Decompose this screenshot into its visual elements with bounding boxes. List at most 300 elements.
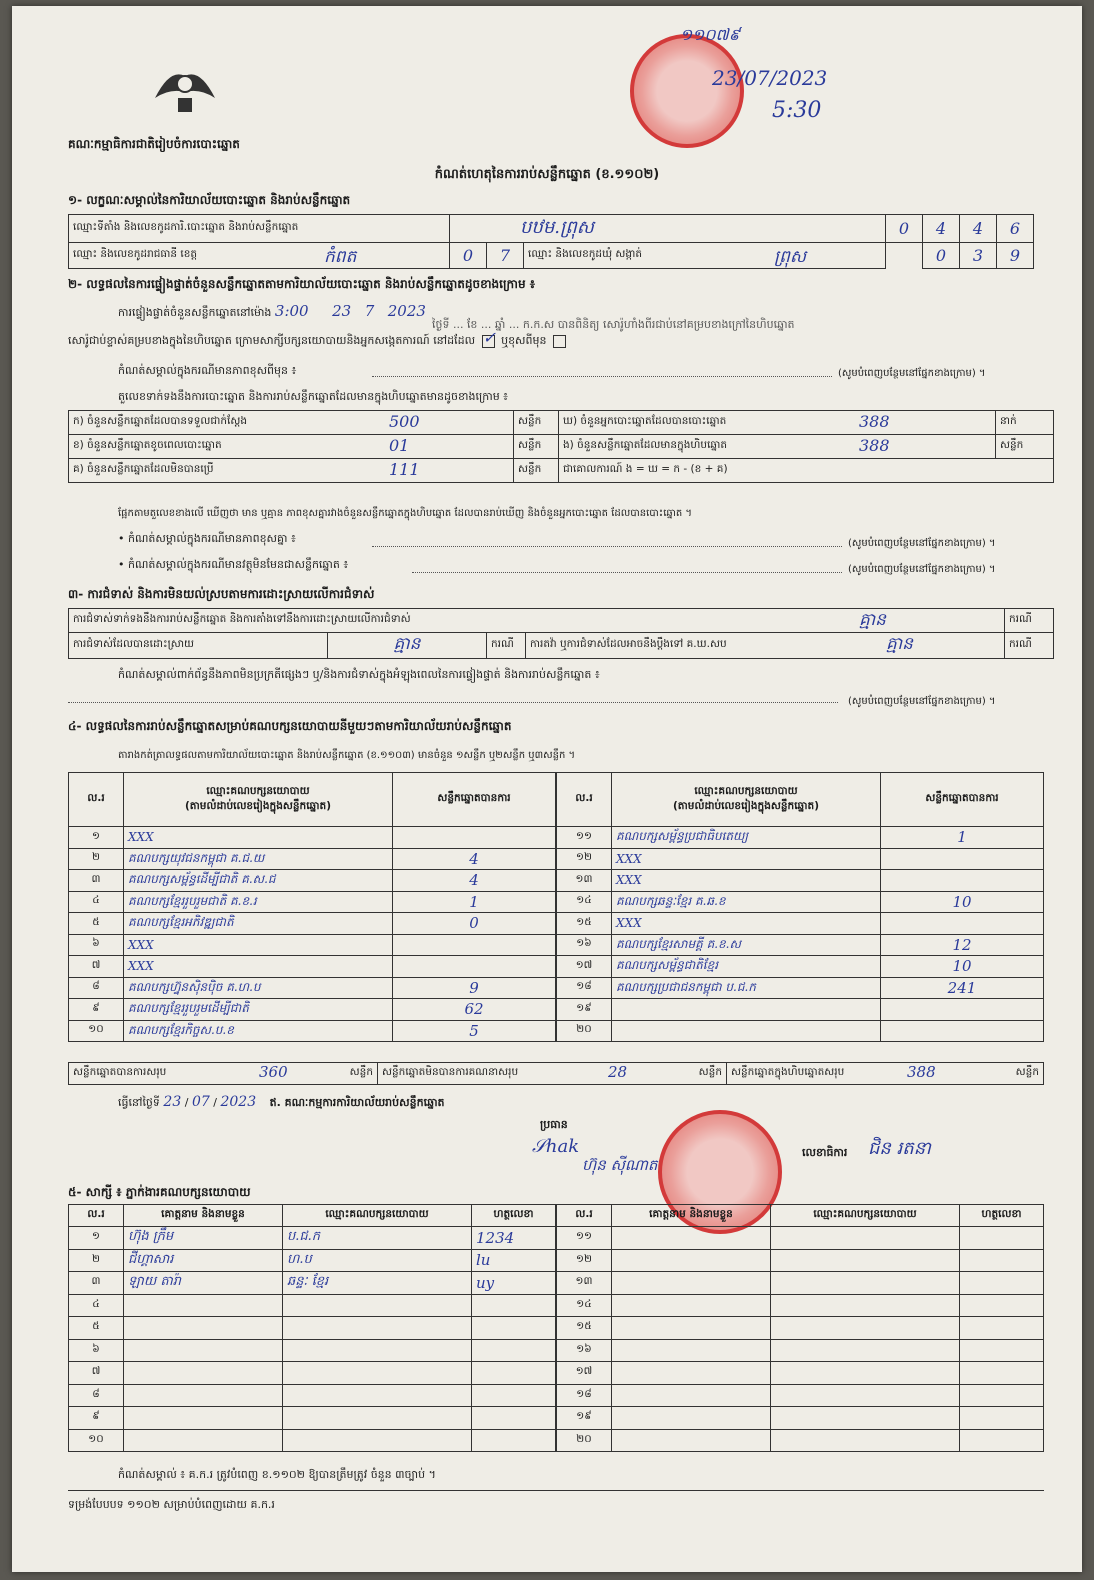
table-row <box>557 956 1044 978</box>
s2-time: 3:00 <box>274 302 309 320</box>
row-number: ១០ <box>69 1429 124 1452</box>
row-number: ៥ <box>69 913 124 935</box>
witness-signature <box>960 1407 1044 1430</box>
s4-col-votes: សន្លឹកឆ្នោតបានការ <box>393 773 556 827</box>
witness-signature <box>960 1339 1044 1362</box>
s2-day: 23 <box>332 302 352 320</box>
s2-year: 2023 <box>387 302 426 320</box>
s4-date-year: 2023 <box>220 1094 257 1110</box>
table-row <box>69 1384 556 1407</box>
s4-totals-table <box>68 1062 1044 1085</box>
witness-signature <box>960 1429 1044 1452</box>
witness-name <box>612 1249 771 1272</box>
s2-unit: សន្លឹក <box>514 435 559 459</box>
s2-d-value: 388 <box>859 412 890 431</box>
s4-date-month: 07 <box>191 1094 210 1110</box>
form-title: កំណត់ហេតុនៃការរាប់សន្លឹកឆ្នោត (ខ.១១០២) <box>434 167 660 182</box>
row-number: ១០ <box>69 1020 124 1042</box>
party-name <box>612 1020 881 1042</box>
table-row <box>557 1384 1044 1407</box>
s2-formula: ជាគោលការណ៍ ង = ឃ = ក - (ខ + គ) <box>559 459 1054 483</box>
party-name: XXX <box>124 956 393 978</box>
s1-code-digit: 4 <box>960 215 997 243</box>
table-row <box>69 934 556 956</box>
s4-col-no: ល.រ <box>557 773 612 827</box>
s2-bullet2: • កំណត់សម្គាល់ក្នុងករណីមានវត្ថុមិនមែនជាសន្លឹកឆ្នោត ៖ <box>118 558 349 571</box>
row-number: ១៣ <box>557 1272 612 1295</box>
table-row <box>557 848 1044 870</box>
section3-title: ៣- ការជំទាស់ និងការមិនយល់ស្របតាមការដោះស្រាយលើការជំទាស់ <box>68 587 375 601</box>
witness-name <box>612 1362 771 1385</box>
s1-province-digit: 7 <box>487 243 524 269</box>
table-row <box>69 956 556 978</box>
table-row <box>557 870 1044 892</box>
valid-votes <box>881 1020 1044 1042</box>
row-number: ៨ <box>69 977 124 999</box>
witness-party <box>283 1294 472 1317</box>
witness-signature <box>472 1407 556 1430</box>
table-row <box>557 891 1044 913</box>
s3-case-label: ករណី <box>1005 633 1054 659</box>
party-name: គណបក្សខ្មែរសាមគ្គី គ.ខ.ស <box>612 934 881 956</box>
s3-note-line <box>68 702 838 703</box>
s1-commune-digit: 3 <box>960 243 997 269</box>
table-row <box>557 1227 1044 1250</box>
s2-e-label: ង) ចំនួនសន្លឹកឆ្នោតដែលមានក្នុងហិបឆ្នោត <box>563 439 728 451</box>
table-row <box>69 891 556 913</box>
s2-note1-line <box>372 376 832 377</box>
party-name: XXX <box>612 870 881 892</box>
s4-secretary-label: លេខាធិការ <box>802 1146 848 1159</box>
s2-e-value: 388 <box>859 436 890 455</box>
table-row <box>557 1249 1044 1272</box>
s1-code-digit: 6 <box>997 215 1034 243</box>
s5-footnote: កំណត់សម្គាល់ ៖ គ.ក.រ ត្រូវបំពេញ ខ.១១០២ ឱ្យបានត្រឹមត្រូវ ចំនួន ៣ច្បាប់ ។ <box>118 1468 436 1481</box>
s4-col-party <box>612 773 881 827</box>
s4-col-votes: សន្លឹកឆ្នោតបានការ <box>881 773 1044 827</box>
s2-d-label: ឃ) ចំនួនអ្នកបោះឆ្នោតដែលបានបោះឆ្នោត <box>563 415 727 427</box>
witness-signature <box>472 1362 556 1385</box>
witness-signature <box>960 1249 1044 1272</box>
s2-month: 7 <box>364 302 375 320</box>
party-name: គណបក្សសម្ព័ន្ធជាតិខ្មែរ <box>612 956 881 978</box>
valid-votes <box>393 934 556 956</box>
witness-party <box>771 1272 960 1295</box>
party-name: XXX <box>612 848 881 870</box>
valid-votes <box>881 913 1044 935</box>
table-row <box>557 1407 1044 1430</box>
row-number: ៨ <box>69 1384 124 1407</box>
row-number: ១២ <box>557 1249 612 1272</box>
witness-name <box>124 1339 283 1362</box>
s4-left-table <box>68 772 556 1042</box>
table-row <box>557 1317 1044 1340</box>
witness-name: ហ៊ុង ក្រឹម <box>124 1227 283 1250</box>
table-row <box>69 827 556 849</box>
s4-unit: សន្លឹក <box>1015 1066 1039 1078</box>
row-number: ១១ <box>557 827 612 849</box>
s3-row1-value: គ្មាន <box>859 610 886 630</box>
s3-note-fill: (សូមបំពេញបន្ថែមនៅផ្នែកខាងក្រោម) ។ <box>848 696 996 707</box>
s2-line2-text: សោរ៉ូជាប់ខ្ទាស់គម្របខាងក្នុងនៃហិបឆ្នោត ក្រោមសាក្សីបក្សនយោបាយនិងអ្នកសង្កេតការណ៍ នៅដដែល <box>68 334 476 347</box>
s4-col-no: ល.រ <box>69 773 124 827</box>
row-number: ១៦ <box>557 934 612 956</box>
row-number: ៥ <box>69 1317 124 1340</box>
s3-table <box>68 608 1054 659</box>
s2-line1b: ថ្ងៃទី ... ខែ ... ឆ្នាំ ... ក.ក.ស បានពិនិត្យ សោរ៉ូហាំងពីរជាប់នៅគម្របខាងក្រៅនៃហិបឆ្នោត <box>432 318 795 331</box>
s1-row1-value: បឋម.ព្រុស <box>450 215 886 243</box>
witness-signature <box>960 1384 1044 1407</box>
s1-row2-label-cell <box>69 243 450 269</box>
party-name: គណបក្សយុវជនកម្ពុជា គ.ជ.យ <box>124 848 393 870</box>
witness-party: ហ.ប <box>283 1249 472 1272</box>
s4-secretary-name: ជិន រតនា <box>868 1138 931 1159</box>
different-checkbox[interactable] <box>553 335 566 348</box>
row-number: ២០ <box>557 1429 612 1452</box>
row-number: ១៧ <box>557 956 612 978</box>
valid-votes: 1 <box>393 891 556 913</box>
s2-bullet1: • កំណត់សម្គាល់ក្នុងករណីមានភាពខុសគ្នា ៖ <box>118 532 296 545</box>
s2-note1: កំណត់សម្គាល់ក្នុងករណីមានភាពខុសពីមុន ៖ <box>118 364 297 377</box>
witness-signature: uy <box>472 1272 556 1295</box>
witness-name <box>612 1339 771 1362</box>
witness-party: ប.ជ.ក <box>283 1227 472 1250</box>
s1-code-digit: 0 <box>886 215 923 243</box>
s4-signed-by: ឥ. គណៈកម្មការការិយាល័យរាប់សន្លឹកឆ្នោត <box>269 1096 445 1109</box>
stamp-note-date: 23/07/2023 <box>712 66 828 90</box>
s4-unit: សន្លឹក <box>698 1066 722 1078</box>
witness-signature <box>960 1362 1044 1385</box>
row-number: ៦ <box>69 934 124 956</box>
s5-col-party: ឈ្មោះគណបក្សនយោបាយ <box>771 1205 960 1227</box>
s2-check-line: ផ្អែកតាមតួលេខខាងលើ ឃើញថា មាន ឬគ្មាន ភាពខុសគ្នារវាងចំនួនសន្លឹកឆ្នោតក្នុងហិបឆ្នោត ដែលបានរាប់ឃើញ និងចំនួនអ្នកបោះឆ្នោត ដែលបានបោះឆ្នោត ។ <box>118 508 693 519</box>
valid-votes: 10 <box>881 956 1044 978</box>
witness-name <box>612 1272 771 1295</box>
s3-case-label: ករណី <box>1005 609 1054 633</box>
document-page <box>12 6 1082 1572</box>
witness-name <box>124 1384 283 1407</box>
section4-title: ៤- លទ្ធផលនៃការរាប់សន្លឹកឆ្នោតសម្រាប់គណបក្សនយោបាយនីមួយៗតាមការិយាល័យរាប់សន្លឹកឆ្នោត <box>68 719 512 733</box>
s5-form-ref: ទម្រង់បែបបទ ១១០២ សម្រាប់បំពេញដោយ គ.ក.រ <box>68 1498 275 1511</box>
row-number: ២ <box>69 1249 124 1272</box>
s2-a-label: ក) ចំនួនសន្លឹកឆ្នោតដែលបានទទួលជាក់ស្តែង <box>73 415 248 427</box>
party-name: គណបក្សប្រជាជនកម្ពុជា ប.ជ.ក <box>612 977 881 999</box>
valid-votes <box>393 956 556 978</box>
party-name: គណបក្សខ្មែរអភិវឌ្ឍជាតិ <box>124 913 393 935</box>
party-name: XXX <box>124 934 393 956</box>
valid-votes <box>881 999 1044 1021</box>
s4-total-box: 388 <box>907 1063 936 1081</box>
table-row <box>69 1339 556 1362</box>
party-name: XXX <box>612 913 881 935</box>
footer-divider <box>68 1490 1044 1491</box>
s4-chair-label: ប្រធាន <box>540 1118 568 1131</box>
s4-col-party <box>124 773 393 827</box>
valid-votes: 0 <box>393 913 556 935</box>
row-number: ៣ <box>69 1272 124 1295</box>
s1-commune-cell <box>524 243 886 269</box>
party-name: គណបក្សហ្វ៊ុនស៊ិនប៉ិច គ.ហ.ប <box>124 977 393 999</box>
witness-signature <box>960 1317 1044 1340</box>
valid-votes <box>393 827 556 849</box>
s4-right-table <box>556 772 1044 1042</box>
table-row <box>557 1429 1044 1452</box>
witness-name <box>612 1294 771 1317</box>
s4-date-day: 23 <box>163 1094 182 1110</box>
s4-unit: សន្លឹក <box>349 1066 373 1078</box>
table-row <box>69 870 556 892</box>
table-row <box>557 1294 1044 1317</box>
row-number: ១៦ <box>557 1339 612 1362</box>
s4-total-valid-label: សន្លឹកឆ្នោតបានការសរុប <box>73 1066 167 1078</box>
row-number: ១៥ <box>557 1317 612 1340</box>
party-name: គណបក្សសម្ព័ន្ធប្រជាធិបតេយ្យ <box>612 827 881 849</box>
witness-signature <box>472 1317 556 1340</box>
row-number: ១៩ <box>557 1407 612 1430</box>
stamp-note-time: 5:30 <box>772 98 822 123</box>
s5-col-sign: ហត្ថលេខា <box>472 1205 556 1227</box>
s2-line2b: ឬខុសពីមុន <box>501 334 547 347</box>
same-checkbox[interactable]: ✓ <box>482 327 496 347</box>
witness-party <box>283 1362 472 1385</box>
valid-votes: 9 <box>393 977 556 999</box>
s2-c-value: 111 <box>389 460 420 479</box>
row-number: ១៩ <box>557 999 612 1021</box>
witness-party <box>283 1384 472 1407</box>
valid-votes: 10 <box>881 891 1044 913</box>
row-number: ២០ <box>557 1020 612 1042</box>
row-number: ១៨ <box>557 977 612 999</box>
witness-name <box>124 1362 283 1385</box>
party-name: គណបក្សខ្មែរកិច្ចស.ប.ខ <box>124 1020 393 1042</box>
s2-bullet2-line <box>412 572 842 573</box>
section1-title: ១- លក្ខណៈសម្គាល់នៃការិយាល័យបោះឆ្នោត និងរាប់សន្លឹកឆ្នោត <box>68 193 351 207</box>
witness-name <box>612 1384 771 1407</box>
table-row <box>69 1227 556 1250</box>
s4-date-line: ធ្វើនៅថ្ងៃទី 23 / 07 / 2023 ឥ. គណៈកម្មការការិយាល័យរាប់សន្លឹកឆ្នោត <box>118 1094 445 1110</box>
witness-party <box>771 1317 960 1340</box>
valid-votes: 62 <box>393 999 556 1021</box>
nec-emblem-icon <box>150 58 220 118</box>
s2-b-label: ខ) ចំនួនសន្លឹកឆ្នោតខូចពេលបោះឆ្នោត <box>73 439 222 451</box>
s5-col-sign: ហត្ថលេខា <box>960 1205 1044 1227</box>
valid-votes <box>881 848 1044 870</box>
s3-row2b-value: គ្មាន <box>886 634 913 654</box>
s1-row1-label: ឈ្មោះទីតាំង និងលេខកូដការិ.បោះឆ្នោត និងរាប់សន្លឹកឆ្នោត <box>69 215 450 243</box>
s1-row2-value2: ព្រុស <box>774 247 807 267</box>
witness-name <box>124 1429 283 1452</box>
s3-row2-value: គ្មាន <box>328 633 487 659</box>
witness-party <box>771 1407 960 1430</box>
s2-note1-fill: (សូមបំពេញបន្ថែមនៅផ្នែកខាងក្រោម) ។ <box>838 368 986 379</box>
s2-unit: សន្លឹក <box>514 459 559 483</box>
row-number: ១៨ <box>557 1384 612 1407</box>
party-name: គណបក្សឆន្ទៈខ្មែរ គ.ឆ.ខ <box>612 891 881 913</box>
section2-title: ២- លទ្ធផលនៃការផ្ទៀងផ្ទាត់ចំនួនសន្លឹកឆ្នោតតាមការិយាល័យបោះឆ្នោត និងរាប់សន្លឹកឆ្នោតដូចខាងក្រោម ៖ <box>68 277 536 291</box>
s5-col-no: ល.រ <box>557 1205 612 1227</box>
table-row <box>69 913 556 935</box>
s3-row2-label: ការជំទាស់ដែលបានដោះស្រាយ <box>69 633 328 659</box>
witness-party <box>771 1294 960 1317</box>
table-row <box>557 1339 1044 1362</box>
s1-row2-label2: ឈ្មោះ និងលេខកូដឃុំ សង្កាត់ <box>528 248 643 260</box>
valid-votes <box>881 870 1044 892</box>
s2-counts-table <box>68 410 1054 483</box>
valid-votes: 4 <box>393 870 556 892</box>
row-number: ៩ <box>69 999 124 1021</box>
s4-total-invalid: 28 <box>608 1063 628 1081</box>
valid-votes: 1 <box>881 827 1044 849</box>
s2-unit: សន្លឹក <box>996 435 1054 459</box>
s5-right-table <box>556 1204 1044 1452</box>
witness-party <box>771 1249 960 1272</box>
witness-signature: lu <box>472 1249 556 1272</box>
s1-commune-digit: 0 <box>923 243 960 269</box>
section5-title: ៥- សាក្សី ៖ ភ្នាក់ងារគណបក្សនយោបាយ <box>68 1185 251 1199</box>
stamp-note-number: ១១០៧៩ <box>680 25 740 44</box>
s4-date-label: ធ្វើនៅថ្ងៃទី <box>118 1096 160 1109</box>
table-row <box>69 848 556 870</box>
s2-a-value: 500 <box>389 412 420 431</box>
row-number: ៩ <box>69 1407 124 1430</box>
table-row <box>69 1272 556 1295</box>
s3-note: កំណត់សម្គាល់ពាក់ព័ន្ធនឹងភាពមិនប្រក្រតីផ្សេងៗ ឬ/និងការជំទាស់ក្នុងអំឡុងពេលនៃការផ្ទៀងផ្ទាត់ និងការរាប់សន្លឹកឆ្នោត ៖ <box>118 668 600 681</box>
table-row <box>557 977 1044 999</box>
row-number: ១៣ <box>557 870 612 892</box>
row-number: ៦ <box>69 1339 124 1362</box>
committee-name: គណៈកម្មាធិការជាតិរៀបចំការបោះឆ្នោត <box>68 137 240 151</box>
table-row <box>557 999 1044 1021</box>
s2-bullet1-fill: (សូមបំពេញបន្ថែមនៅផ្នែកខាងក្រោម) ។ <box>848 538 996 549</box>
witness-name: ជីហ្គាសារ <box>124 1249 283 1272</box>
s1-province-digit: 0 <box>450 243 487 269</box>
table-row <box>69 1249 556 1272</box>
s4-intro: តារាងកត់ត្រាលទ្ធផលតាមការិយាល័យបោះឆ្នោត និងរាប់សន្លឹកឆ្នោត (ខ.១១០៣) មានចំនួន ១សន្លឹក ឬ២សន្លឹក ឬ៣សន្លឹក ។ <box>118 750 576 761</box>
table-row <box>557 913 1044 935</box>
row-number: ១៤ <box>557 1294 612 1317</box>
witness-signature <box>472 1384 556 1407</box>
s4-total-box-label: សន្លឹកឆ្នោតក្នុងហិបឆ្នោតសរុប <box>731 1066 845 1078</box>
witness-name <box>612 1407 771 1430</box>
s5-col-name: គោត្តនាម និងនាមខ្លួន <box>124 1205 283 1227</box>
s2-unit: សន្លឹក <box>514 411 559 435</box>
s2-b-value: 01 <box>389 436 410 455</box>
witness-name <box>124 1407 283 1430</box>
s5-left-table <box>68 1204 556 1452</box>
witness-party <box>771 1384 960 1407</box>
witness-party <box>283 1339 472 1362</box>
row-number: ២ <box>69 848 124 870</box>
row-number: ១ <box>69 827 124 849</box>
witness-party <box>283 1317 472 1340</box>
witness-name <box>124 1294 283 1317</box>
row-number: ៣ <box>69 870 124 892</box>
row-number: ១៧ <box>557 1362 612 1385</box>
s4-col-party-sub: (តាមលំដាប់លេខរៀងក្នុងសន្លឹកឆ្នោត) <box>184 799 332 812</box>
s1-row2-value: កំពត <box>324 247 357 267</box>
witness-party <box>771 1429 960 1452</box>
table-row <box>69 1294 556 1317</box>
witness-signature <box>472 1294 556 1317</box>
witness-party <box>283 1407 472 1430</box>
s2-bullet2-fill: (សូមបំពេញបន្ថែមនៅផ្នែកខាងក្រោម) ។ <box>848 564 996 575</box>
witness-name: ឡាយ តារ៉ា <box>124 1272 283 1295</box>
table-row <box>69 1362 556 1385</box>
s2-line1-text: ការផ្ទៀងផ្ទាត់ចំនួនសន្លឹកឆ្នោតនៅម៉ោង <box>118 306 272 319</box>
witness-party <box>771 1227 960 1250</box>
party-name: XXX <box>124 827 393 849</box>
witness-signature <box>472 1429 556 1452</box>
chair-signature-icon: 𝒮hak <box>532 1136 580 1157</box>
valid-votes: 4 <box>393 848 556 870</box>
witness-signature <box>472 1339 556 1362</box>
row-number: ៧ <box>69 1362 124 1385</box>
row-number: ៤ <box>69 1294 124 1317</box>
s5-col-party: ឈ្មោះគណបក្សនយោបាយ <box>283 1205 472 1227</box>
s1-row2-label: ឈ្មោះ និងលេខកូដរាជធានី ខេត្ត <box>73 248 198 260</box>
witness-signature: 1234 <box>472 1227 556 1250</box>
witness-signature <box>960 1227 1044 1250</box>
row-number: ៧ <box>69 956 124 978</box>
witness-name <box>612 1429 771 1452</box>
s2-bullet1-line <box>372 546 842 547</box>
s2-c-label: គ) ចំនួនសន្លឹកឆ្នោតដែលមិនបានប្រើ <box>73 463 214 475</box>
valid-votes: 5 <box>393 1020 556 1042</box>
row-number: ១៤ <box>557 891 612 913</box>
table-row <box>69 1020 556 1042</box>
s4-chair-name: ហ៊ុន ស៊ីណាត <box>582 1156 658 1174</box>
row-number: ១២ <box>557 848 612 870</box>
s4-total-valid: 360 <box>259 1063 288 1081</box>
witness-party <box>771 1339 960 1362</box>
witness-name <box>612 1227 771 1250</box>
witness-name <box>124 1317 283 1340</box>
table-row <box>557 1362 1044 1385</box>
s1-code-digit: 4 <box>923 215 960 243</box>
s1-commune-digit: 9 <box>997 243 1034 269</box>
table-row <box>557 1020 1044 1042</box>
s3-row1-label: ការជំទាស់ទាក់ទងនឹងការរាប់សន្លឹកឆ្នោត និងការតាំងទៅនឹងការដោះស្រាយលើការជំទាស់ <box>73 613 411 625</box>
s4-total-invalid-label: សន្លឹកឆ្នោតមិនបានការគណនាសរុប <box>382 1066 519 1078</box>
table-row <box>557 1272 1044 1295</box>
s2-unit-person: នាក់ <box>996 411 1054 435</box>
table-row <box>69 1407 556 1430</box>
s3-row2b-label: ការតវ៉ា ឬការជំទាស់ដែលអាចនឹងប្តឹងទៅ គ.ឃ.សប <box>530 638 727 650</box>
witness-signature <box>960 1272 1044 1295</box>
table-row <box>557 934 1044 956</box>
row-number: ១ <box>69 1227 124 1250</box>
official-seal-top <box>630 34 744 148</box>
valid-votes: 241 <box>881 977 1044 999</box>
table-row <box>69 1317 556 1340</box>
witness-name <box>612 1317 771 1340</box>
s2-intro: តួលេខទាក់ទងនឹងការបោះឆ្នោត និងការរាប់សន្លឹកឆ្នោតដែលមានក្នុងហិបឆ្នោតមានដូចខាងក្រោម ៖ <box>118 390 509 403</box>
witness-party: ឆន្ទៈ ខ្មែរ <box>283 1272 472 1295</box>
party-name: គណបក្សខ្មែររួបរួមដើម្បីជាតិ <box>124 999 393 1021</box>
party-name: គណបក្សខ្មែររួបរួមជាតិ គ.ខ.រ <box>124 891 393 913</box>
row-number: ៤ <box>69 891 124 913</box>
s5-col-name: គោត្តនាម និងនាមខ្លួន <box>612 1205 771 1227</box>
s5-col-no: ល.រ <box>69 1205 124 1227</box>
party-name <box>612 999 881 1021</box>
witness-party <box>283 1429 472 1452</box>
table-row <box>69 1429 556 1452</box>
s2-line2 <box>68 327 569 350</box>
table-row <box>69 977 556 999</box>
table-row <box>557 827 1044 849</box>
s4-col-party-label: ឈ្មោះគណបក្សនយោបាយ <box>694 784 798 797</box>
s3-case-label: ករណី <box>487 633 526 659</box>
